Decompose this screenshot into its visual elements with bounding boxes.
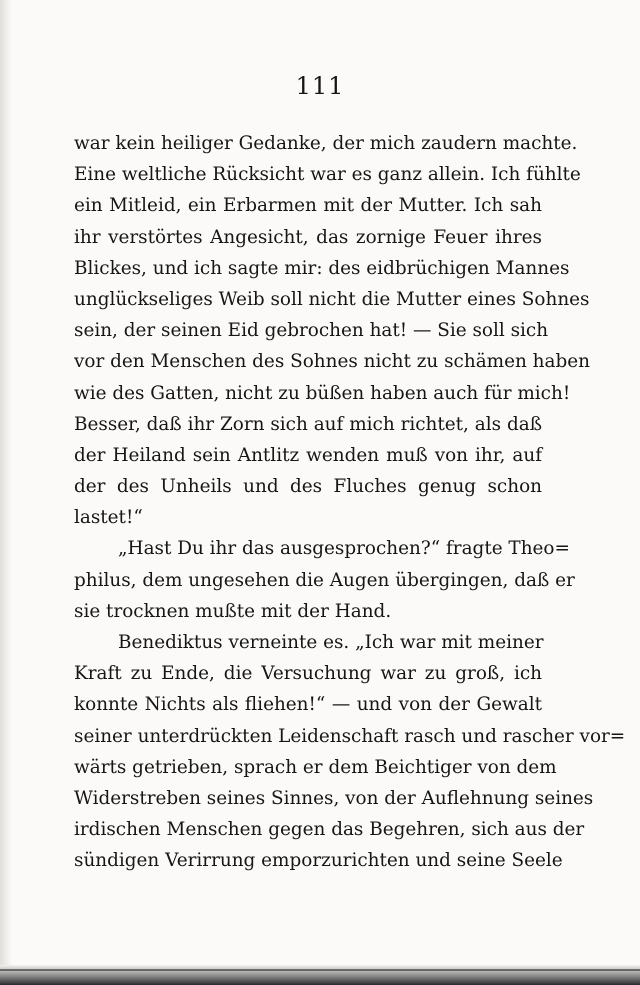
text-line: Blickes, und ich sagte mir: des eidbrüchigen Mannes bbox=[74, 257, 570, 279]
text-line: ihr verstörtes Angesicht, das zornige Feuer ihres bbox=[74, 226, 542, 248]
page-gutter-shadow bbox=[0, 0, 12, 985]
text-line: seiner unterdrückten Leidenschaft rasch und rascher vor= bbox=[74, 725, 626, 747]
page-number: 111 bbox=[295, 72, 345, 100]
text-line: vor den Menschen des Sohnes nicht zu schämen haben bbox=[74, 351, 590, 373]
text-line: wie des Gatten, nicht zu büßen haben auch für mich! bbox=[74, 382, 571, 404]
text-line: lastet!“ bbox=[74, 507, 143, 529]
text-line: sündigen Verirrung emporzurichten und seine Seele bbox=[74, 850, 563, 872]
text-line: irdischen Menschen gegen das Begehren, sich aus der bbox=[74, 819, 585, 841]
text-line: Kraft zu Ende, die Versuchung war zu groß, ich bbox=[74, 663, 542, 685]
text-line: sein, der seinen Eid gebrochen hat! — Sie soll sich bbox=[74, 320, 549, 342]
text-line: Besser, daß ihr Zorn sich auf mich richtet, als daß bbox=[74, 413, 542, 435]
text-line: wärts getrieben, sprach er dem Beichtiger von dem bbox=[74, 756, 557, 778]
text-line: der Heiland sein Antlitz wenden muß von ihr, auf bbox=[74, 444, 542, 466]
text-line: Benediktus verneinte es. „Ich war mit meiner bbox=[118, 632, 544, 653]
text-line: der des Unheils und des Fluches genug schon bbox=[74, 476, 542, 498]
text-line: „Hast Du ihr das ausgesprochen?“ fragte Theo= bbox=[118, 538, 570, 560]
text-line: ein Mitleid, ein Erbarmen mit der Mutter. Ich sah bbox=[74, 195, 542, 217]
text-line: Eine weltliche Rücksicht war es ganz allein. Ich fühlte bbox=[74, 164, 581, 186]
text-line: unglückseliges Weib soll nicht die Mutter eines Sohnes bbox=[74, 288, 590, 310]
text-line: Widerstreben seines Sinnes, von der Auflehnung seines bbox=[74, 787, 594, 809]
body-text bbox=[74, 128, 626, 877]
page-bottom-edge bbox=[0, 965, 640, 985]
text-line: war kein heiliger Gedanke, der mich zaudern machte. bbox=[74, 133, 578, 154]
text-line: konnte Nichts als fliehen!“ — und von der Gewalt bbox=[74, 694, 542, 716]
text-line: sie trocknen mußte mit der Hand. bbox=[74, 600, 392, 622]
text-line: philus, dem ungesehen die Augen übergingen, daß er bbox=[74, 569, 575, 591]
